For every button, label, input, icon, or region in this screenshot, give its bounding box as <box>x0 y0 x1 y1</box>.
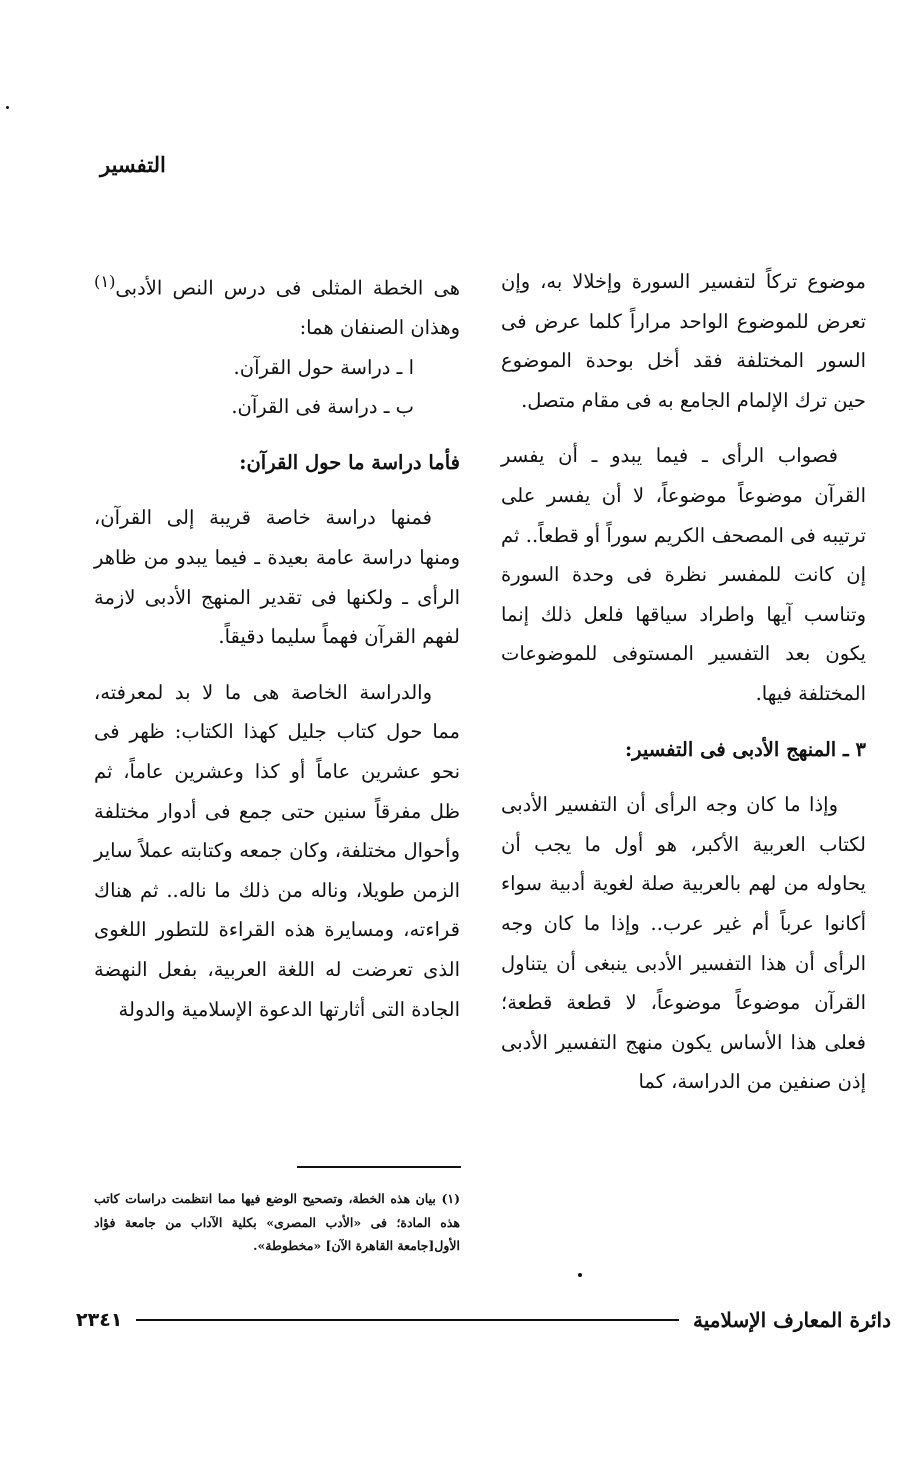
encyclopedia-title: دائرة المعارف الإسلامية <box>693 1308 891 1332</box>
paragraph <box>94 262 460 348</box>
section-heading: فأما دراسة ما حول القرآن: <box>239 450 460 474</box>
paragraph: موضوع تركاً لتفسير السورة وإخلالا به، وإن تعرض للموضوع الواحد مراراً كلما عرض فى السور المختلفة فقد أخل بوحدة الموضوع حين ترك الإلمام الجامع به فى مقام متصل. <box>501 270 866 412</box>
footer-rule <box>136 1319 679 1321</box>
paragraph-text: وهذان الصنفان هما: <box>299 316 460 340</box>
paragraph: والدراسة الخاصة هى ما لا بد لمعرفته، مما حول كتاب جليل كهذا الكتاب: ظهر فى نحو عشرين عاماً أو كذا وعشرين عاماً، ثم ظل مفرقاً سنين حتى جمع فى أدوار مختلفة وأحوال مختلفة، وكان جمعه وكتابته عملاً ساير الزمن طويلا، وناله من ذلك ما ناله.. ثم هناك قراءته، ومسايرة هذه القراءة للتطور اللغوى الذى تعرضت له اللغة العربية، بفعل النهضة الجادة التى أثارتها الدعوة الإسلامية والدولة <box>94 680 460 1021</box>
paragraph: وإذا ما كان وجه الرأى أن التفسير الأدبى لكتاب العربية الأكبر، هو أول ما يجب أن يحاوله من لهم بالعربية صلة لغوية أدبية سواء أكانوا عرباً أم غير عرب.. وإذا ما كان وجه الرأى أن هذا التفسير الأدبى ينبغى أن يتناول القرآن موضوعاً موضوعاً، لا قطعة قطعة؛ فعلى هذا الأساس يكون منهج التفسير الأدبى إذن صنفين من الدراسة، كما <box>501 793 866 1094</box>
page-number: ٢٣٤١ <box>76 1309 123 1331</box>
list-item: ا ـ دراسة حول القرآن. <box>233 355 414 379</box>
paragraph: فمنها دراسة خاصة قريبة إلى القرآن، ومنها دراسة عامة بعيدة ـ فيما يبدو من ظاهر الرأى ـ ولكنها فى تقدير المنهج الأدبى لازمة لفهم القرآن فهماً سليما دقيقاً. <box>94 506 460 649</box>
section-heading: ٣ ـ المنهج الأدبى فى التفسير: <box>624 737 866 761</box>
running-head: التفسير <box>100 152 166 177</box>
right-column <box>501 262 866 1102</box>
footnote-reference: (١) <box>94 272 116 291</box>
paragraph-text: هى الخطة المثلى فى درس النص الأدبى <box>115 276 460 300</box>
scan-speck <box>578 1273 582 1277</box>
list-item: ب ـ دراسة فى القرآن. <box>231 395 414 419</box>
footnote: (١) بيان هذه الخطة، وتصحيح الوضع فيها مما انتظمت دراسات كاتب هذه المادة؛ فى «الأدب المصرى» بكلية الآداب من جامعة فؤاد الأول[جامعة القاهرة الآن] «مخطوطة». <box>94 1191 460 1253</box>
left-column <box>94 262 460 1029</box>
scan-speck <box>6 106 9 109</box>
paragraph: فصواب الرأى ـ فيما يبدو ـ أن يفسر القرآن موضوعاً موضوعاً، لا أن يفسر على ترتيبه فى المصحف الكريم سوراً أو قطعاً.. ثم إن كانت للمفسر نظرة فى وحدة السورة وتناسب آيها واطراد سياقها فلعل ذلك إنما يكون بعد التفسير المستوفى للموضوعات المختلفة فيها. <box>501 444 866 705</box>
page-footer <box>76 1305 891 1335</box>
footnote-separator <box>297 1166 461 1168</box>
